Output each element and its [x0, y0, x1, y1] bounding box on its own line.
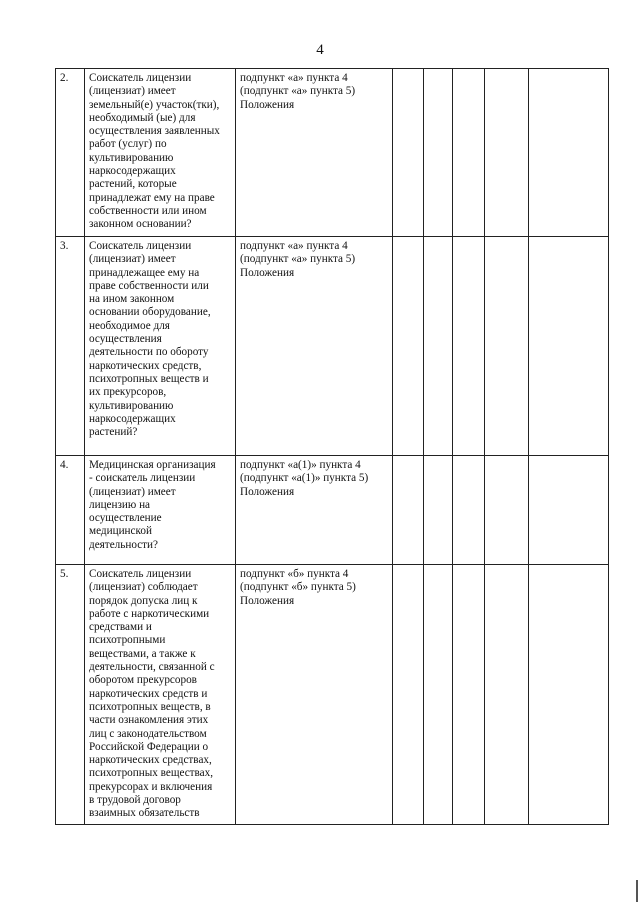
- note-cell[interactable]: [529, 237, 609, 456]
- note-cell[interactable]: [529, 456, 609, 565]
- checklist-table: [55, 68, 609, 825]
- table-row: [56, 456, 609, 565]
- answer-cell[interactable]: [393, 237, 424, 456]
- legal-reference: подпункт «а(1)» пункта 4 (подпункт «а(1)» пункта 5) Положения: [236, 456, 393, 565]
- requirement-question: Медицинская организация - соискатель лицензии (лицензиат) имеет лицензию на осуществление медицинской деятельности?: [85, 456, 236, 565]
- answer-cell[interactable]: [424, 456, 453, 565]
- scan-edge-mark: [636, 880, 638, 902]
- legal-reference: подпункт «б» пункта 4 (подпункт «б» пункта 5) Положения: [236, 565, 393, 825]
- legal-reference: подпункт «а» пункта 4 (подпункт «а» пункта 5) Положения: [236, 237, 393, 456]
- row-number: 2.: [56, 69, 85, 237]
- answer-cell[interactable]: [393, 456, 424, 565]
- row-number: 4.: [56, 456, 85, 565]
- note-cell[interactable]: [529, 565, 609, 825]
- answer-cell[interactable]: [453, 565, 485, 825]
- table-row: [56, 69, 609, 237]
- answer-cell[interactable]: [485, 565, 529, 825]
- row-number: 5.: [56, 565, 85, 825]
- answer-cell[interactable]: [393, 69, 424, 237]
- requirement-question: Соискатель лицензии (лицензиат) имеет земельный(е) участок(тки), необходимый (ые) для осуществления заявленных работ (услуг) по культивированию наркосодержащих растений, которые принадлежат ему на праве собственности или ином законном основании?: [85, 69, 236, 237]
- row-number: 3.: [56, 237, 85, 456]
- answer-cell[interactable]: [424, 69, 453, 237]
- answer-cell[interactable]: [393, 565, 424, 825]
- note-cell[interactable]: [529, 69, 609, 237]
- answer-cell[interactable]: [485, 69, 529, 237]
- answer-cell[interactable]: [424, 565, 453, 825]
- table-row: [56, 565, 609, 825]
- table-row: [56, 237, 609, 456]
- answer-cell[interactable]: [485, 456, 529, 565]
- requirement-question: Соискатель лицензии (лицензиат) соблюдает порядок допуска лиц к работе с наркотическими средствами и психотропными веществами, а также к деятельности, связанной с оборотом прекурсоров наркотических средств и психотропных веществ, в части ознакомления этих лиц с законодательством Российской Федерации о наркотических средствах, психотропных веществах, прекурсорах и включения в трудовой договор взаимных обязательств: [85, 565, 236, 825]
- answer-cell[interactable]: [453, 69, 485, 237]
- answer-cell[interactable]: [453, 456, 485, 565]
- answer-cell[interactable]: [453, 237, 485, 456]
- answer-cell[interactable]: [485, 237, 529, 456]
- answer-cell[interactable]: [424, 237, 453, 456]
- page-number: 4: [316, 42, 324, 58]
- requirement-question: Соискатель лицензии (лицензиат) имеет принадлежащее ему на праве собственности или на ином законном основании оборудование, необходимое для осуществления деятельности по обороту наркотических средств, психотропных веществ и их прекурсоров, культивированию наркосодержащих растений?: [85, 237, 236, 456]
- legal-reference: подпункт «а» пункта 4 (подпункт «а» пункта 5) Положения: [236, 69, 393, 237]
